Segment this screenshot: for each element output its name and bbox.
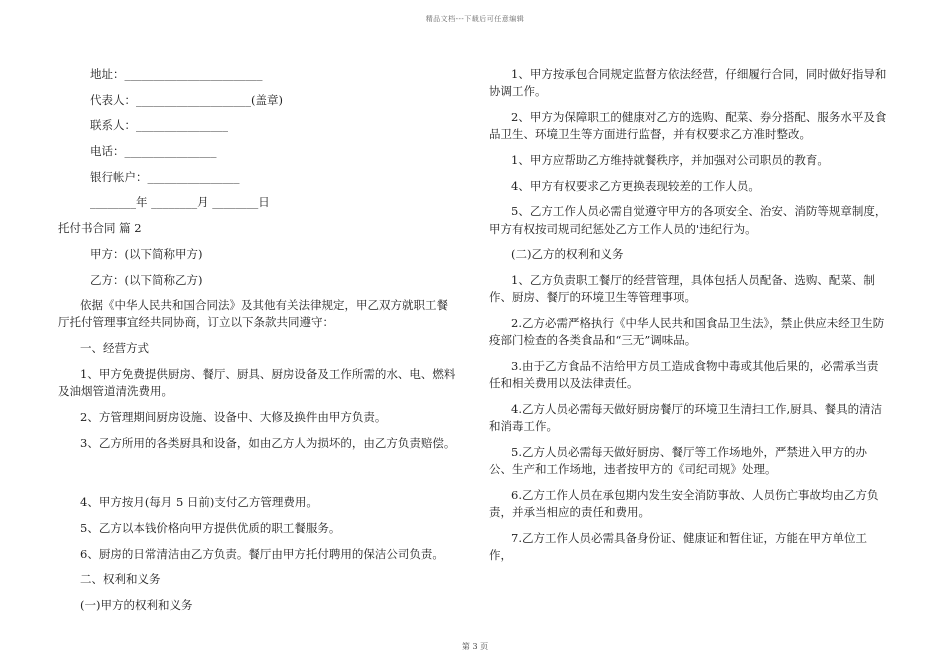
party-b-line: 乙方：(以下简称乙方) — [90, 272, 203, 287]
party-b-item-3: 3.由于乙方食品不洁给甲方员工造成食物中毒或其他后果的，必需承当责任和相关费用以及法律责任。 — [489, 358, 879, 391]
clause-6: 6、厨房的日常清洁由乙方负责。餐厅由甲方托付聘用的保洁公司负责。 — [80, 546, 444, 561]
party-a-line: 甲方：(以下简称甲方) — [90, 246, 203, 261]
party-b-item-1: 1、乙方负责职工餐厅的经营管理，具体包括人员配备、选购、配菜、制作、厨房、餐厅的环境卫生等管理事项。 — [489, 273, 875, 305]
bank-account-line: 银行帐户：________________ — [90, 169, 240, 184]
party-a-item-5: 5、乙方工作人员必需自觉遵守甲方的各项安全、治安、消防等规章制度，甲方有权按司规司纪惩处乙方工作人员的'违纪行为。 — [489, 204, 887, 236]
address-line: 地址：________________________ — [90, 67, 263, 81]
clause-5: 5、乙方以本钱价格向甲方提供优质的职工餐服务。 — [80, 520, 341, 535]
representative-line: 代表人：____________________(盖章) — [90, 92, 283, 107]
left-column — [58, 66, 458, 623]
party-a-item-1: 1、甲方按承包合同规定监督方依法经营，仔细履行合同，同时做好指导和协调工作。 — [489, 67, 887, 99]
right-column — [489, 66, 887, 573]
heading-operation-mode: 一、经营方式 — [80, 341, 149, 356]
party-a-item-4: 4、甲方有权要求乙方更换表现较差的工作人员。 — [511, 178, 760, 193]
clause-3: 3、乙方所用的各类厨具和设备，如由乙方人为损坏的，由乙方负责赔偿。 — [80, 435, 456, 450]
clause-4: 4、甲方按月(每月 5 日前)支付乙方管理费用。 — [80, 495, 318, 510]
clause-1: 1、甲方免费提供厨房、餐厅、厨具、厨房设备及工作所需的水、电、燃料及油烟管道清洗费用。 — [58, 366, 456, 399]
intro-paragraph: 依据《中华人民共和国合同法》及其他有关法律规定，甲乙双方就职工餐厅托付管理事宜经共同协商，订立以下条款共同遵守： — [58, 298, 448, 330]
page-number: 第 3 页 — [461, 642, 489, 651]
heading-party-a-rights: (一)甲方的权利和义务 — [80, 597, 193, 612]
contact-line: 联系人：________________ — [90, 118, 228, 133]
clause-2: 2、方管理期间厨房设施、设备中、大修及换件由甲方负责。 — [80, 409, 387, 424]
party-b-item-7: 7.乙方工作人员必需具备身份证、健康证和暂住证，方能在甲方单位工作， — [489, 530, 867, 563]
heading-rights-obligations: 二、权利和义务 — [80, 572, 161, 587]
party-b-item-2: 2.乙方必需严格执行《中华人民共和国食品卫生法》，禁止供应未经卫生防疫部门检查的各类食品和“三无”调味品。 — [489, 316, 885, 348]
party-a-item-2: 2、甲方为保障职工的健康对乙方的选购、配菜、券分搭配、服务水平及食品卫生、环境卫生等方面进行监督，并有权要求乙方准时整改。 — [489, 109, 887, 142]
party-a-item-3: 1、甲方应帮助乙方维持就餐秩序，并加强对公司职员的教育。 — [511, 152, 829, 167]
blank-gap — [58, 460, 458, 494]
heading-party-b-rights: (二)乙方的权利和义务 — [511, 247, 624, 262]
party-b-item-4: 4.乙方人员必需每天做好厨房餐厅的环境卫生清扫工作,厨具、餐具的清洁和消毒工作。 — [489, 401, 883, 434]
party-b-item-5: 5.乙方人员必需每天做好厨房、餐厅等工作场地外，严禁进入甲方的办公、生产和工作场地，违者按甲方的《司纪司规》处理。 — [489, 444, 867, 477]
page-header: 精品文档---下载后可任意编辑 — [425, 15, 525, 23]
phone-line: 电话：________________ — [90, 144, 217, 159]
date-line: ________年 ________月 ________日 — [90, 195, 270, 210]
party-b-item-6: 6.乙方工作人员在承包期内发生安全消防事故、人员伤亡事故均由乙方负责，并承当相应的责任和费用。 — [489, 487, 879, 520]
section-title: 托付书合同 篇 2 — [58, 221, 142, 236]
